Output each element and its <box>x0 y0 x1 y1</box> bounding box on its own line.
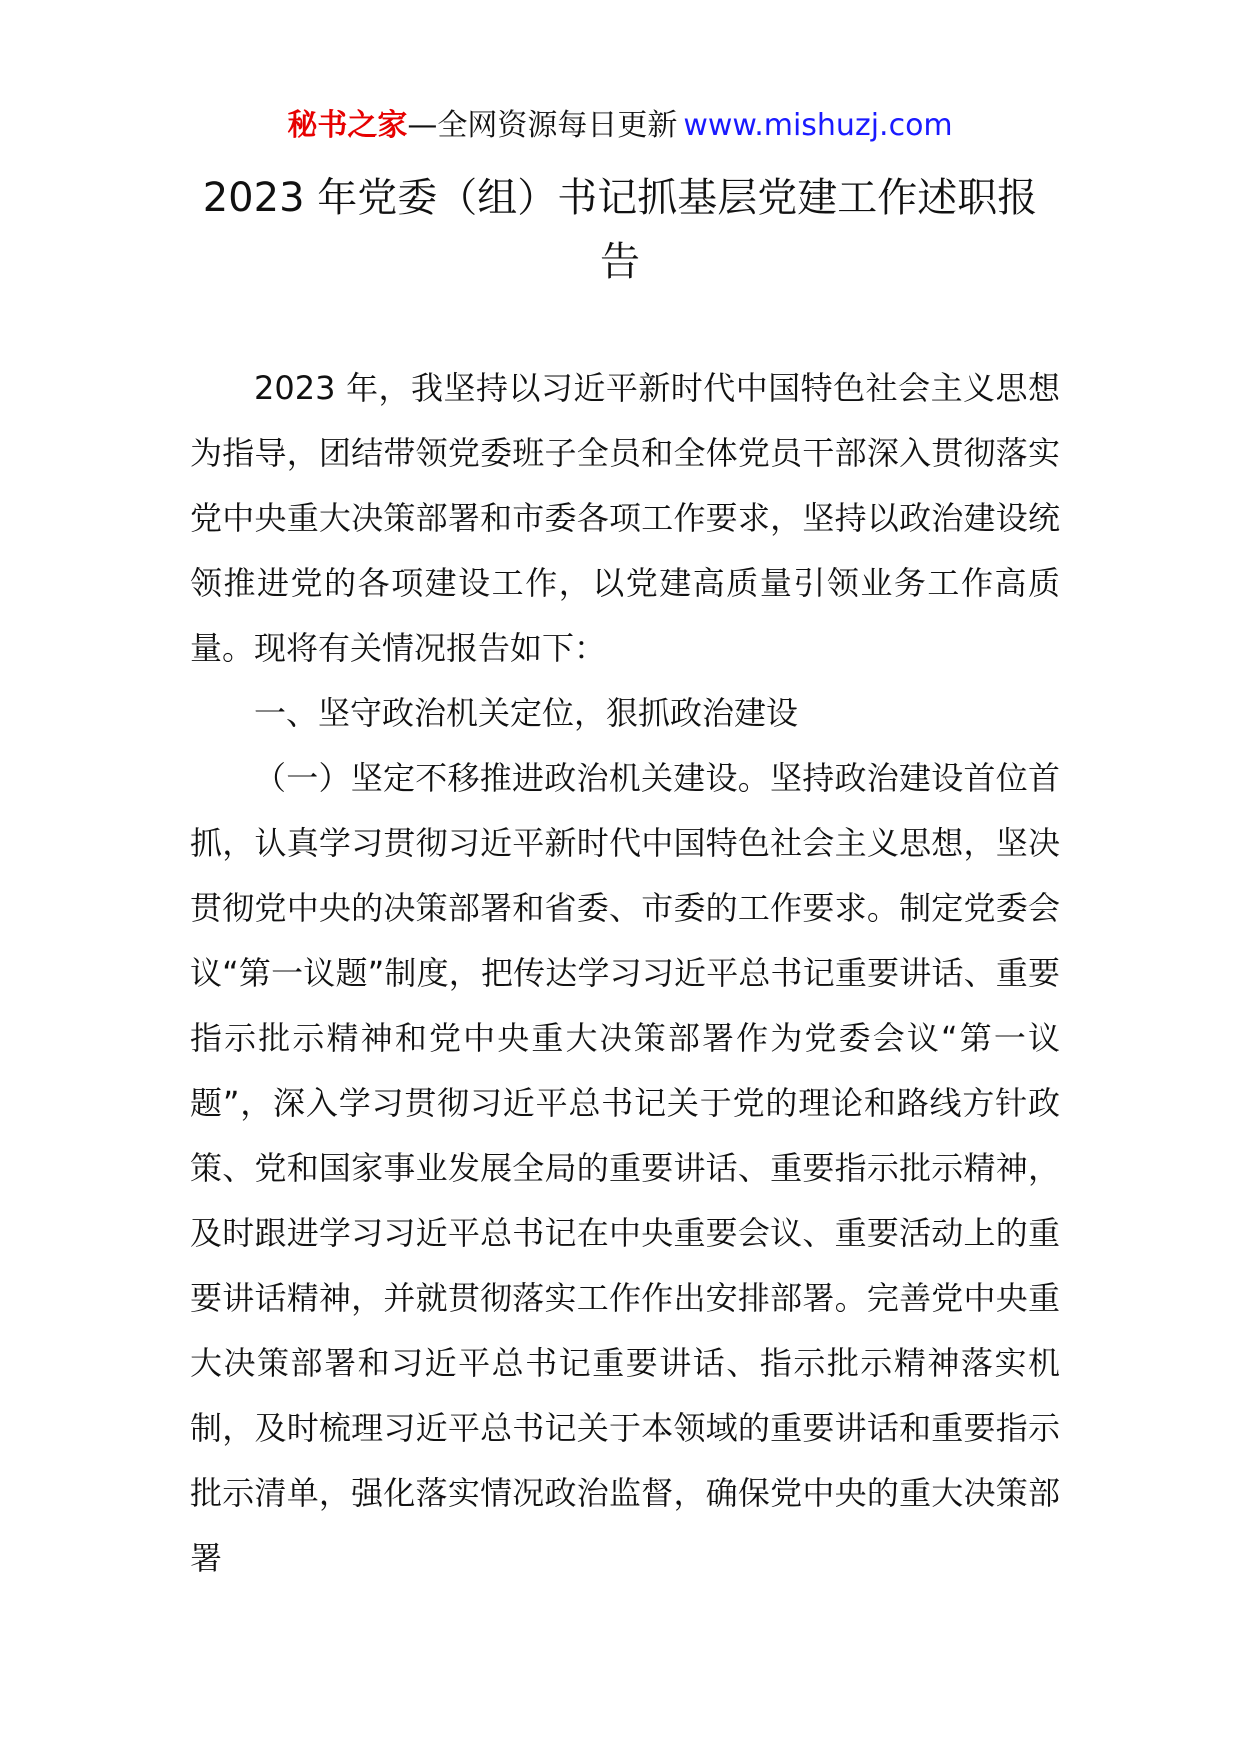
body-paragraph: （一）坚定不移推进政治机关建设。坚持政治建设首位首抓，认真学习贯彻习近平新时代中国特色社会主义思想，坚决贯彻党中央的决策部署和省委、市委的工作要求。制定党委会议“第一议题”制度，把传达学习习近平总书记重要讲话、重要指示批示精神和党中央重大决策部署作为党委会议“第一议题”，深入学习贯彻习近平总书记关于党的理论和路线方针政策、党和国家事业发展全局的重要讲话、重要指示批示精神，及时跟进学习习近平总书记在中央重要会议、重要活动上的重要讲话精神，并就贯彻落实工作作出安排部署。完善党中央重大决策部署和习近平总书记重要讲话、指示批示精神落实机制，及时梳理习近平总书记关于本领域的重要讲话和重要指示批示清单，强化落实情况政治监督，确保党中央的重大决策部署 <box>190 759 1060 1577</box>
brand-name: 秘书之家 <box>287 108 408 143</box>
site-url-link[interactable]: www.mishuzj.com <box>683 108 953 143</box>
section-heading: 一、坚守政治机关定位，狠抓政治建设 <box>254 694 799 732</box>
intro-paragraph: 2023 年，我坚持以习近平新时代中国特色社会主义思想为指导，团结带领党委班子全员和全体党员干部深入贯彻落实党中央重大决策部署和市委各项工作要求，坚持以政治建设统领推进党的各项建设工作，以党建高质量引领业务工作高质量。现将有关情况报告如下： <box>190 369 1060 667</box>
document-body <box>190 356 1060 1591</box>
document-title: 2023 年党委（组）书记抓基层党建工作述职报告 <box>202 175 1038 285</box>
header-tagline: —全网资源每日更新 <box>407 108 678 143</box>
site-header <box>0 104 1240 148</box>
